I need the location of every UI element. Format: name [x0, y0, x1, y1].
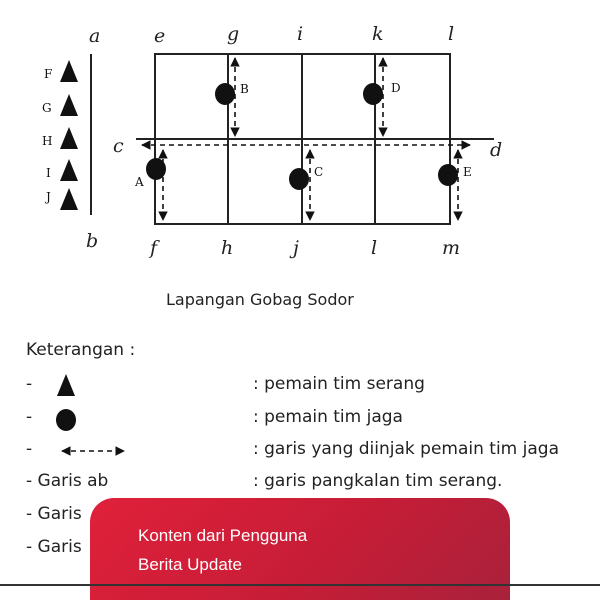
legend-desc-3: : garis yang diinjak pemain tim jaga: [253, 439, 559, 459]
defender-label-e: E: [463, 165, 472, 179]
legend-bullet-5: - Garis: [26, 504, 82, 524]
defender-label-a: A: [135, 175, 144, 189]
legend-bullet-1: -: [26, 374, 33, 394]
legend-triangle-icon: [57, 374, 75, 396]
top-label-g: g: [227, 23, 240, 45]
bottom-label-h: h: [221, 237, 234, 259]
attacker-j-triangle-icon: [60, 188, 78, 210]
defender-label-b: B: [240, 82, 249, 96]
attacker-i-triangle-icon: [60, 159, 78, 181]
legend-title: Keterangan :: [26, 340, 136, 360]
attacker-g-triangle-icon: [60, 94, 78, 116]
legend-desc-1: : pemain tim serang: [253, 374, 425, 394]
top-label-e: e: [154, 25, 166, 47]
side-label-d: d: [490, 139, 503, 161]
legend-bullet-6: - Garis: [26, 537, 82, 557]
attacker-label-j: J: [46, 190, 51, 204]
top-label-i: i: [297, 23, 304, 45]
bottom-label-b: b: [86, 230, 99, 252]
bottom-label-j: j: [293, 237, 299, 259]
legend-circle-icon: [56, 409, 76, 431]
attacker-label-f: F: [44, 67, 53, 81]
banner-line-2: Berita Update: [138, 555, 242, 574]
attacker-label-h: H: [42, 134, 53, 148]
attacker-label-i: I: [46, 166, 51, 180]
bottom-label-f: f: [150, 237, 158, 259]
bottom-label-m: m: [442, 237, 461, 259]
defender-label-c: C: [314, 165, 324, 179]
legend-desc-4: : garis pangkalan tim serang.: [253, 471, 503, 491]
top-label-k: k: [372, 23, 384, 45]
defender-c-circle-icon: [289, 168, 309, 190]
defender-a-circle-icon: [146, 158, 166, 180]
top-label-a: a: [89, 25, 101, 47]
bottom-label-l: l: [371, 237, 378, 259]
defender-e-circle-icon: [438, 164, 458, 186]
legend-desc-2: : pemain tim jaga: [253, 407, 403, 427]
legend-bullet-4: - Garis ab: [26, 471, 109, 491]
diagram-caption: Lapangan Gobag Sodor: [166, 290, 354, 309]
legend-bullet-3: -: [26, 439, 33, 459]
banner-line-1: Konten dari Pengguna: [138, 526, 308, 545]
defender-d-circle-icon: [363, 83, 383, 105]
defender-b-circle-icon: [215, 83, 235, 105]
side-label-c: c: [113, 135, 124, 157]
attacker-label-g: G: [42, 101, 52, 115]
bottom-divider: [0, 584, 600, 586]
attacker-h-triangle-icon: [60, 127, 78, 149]
top-label-l: l: [448, 23, 455, 45]
defender-label-d: D: [391, 81, 401, 95]
legend-bullet-2: -: [26, 407, 33, 427]
attacker-f-triangle-icon: [60, 60, 78, 82]
